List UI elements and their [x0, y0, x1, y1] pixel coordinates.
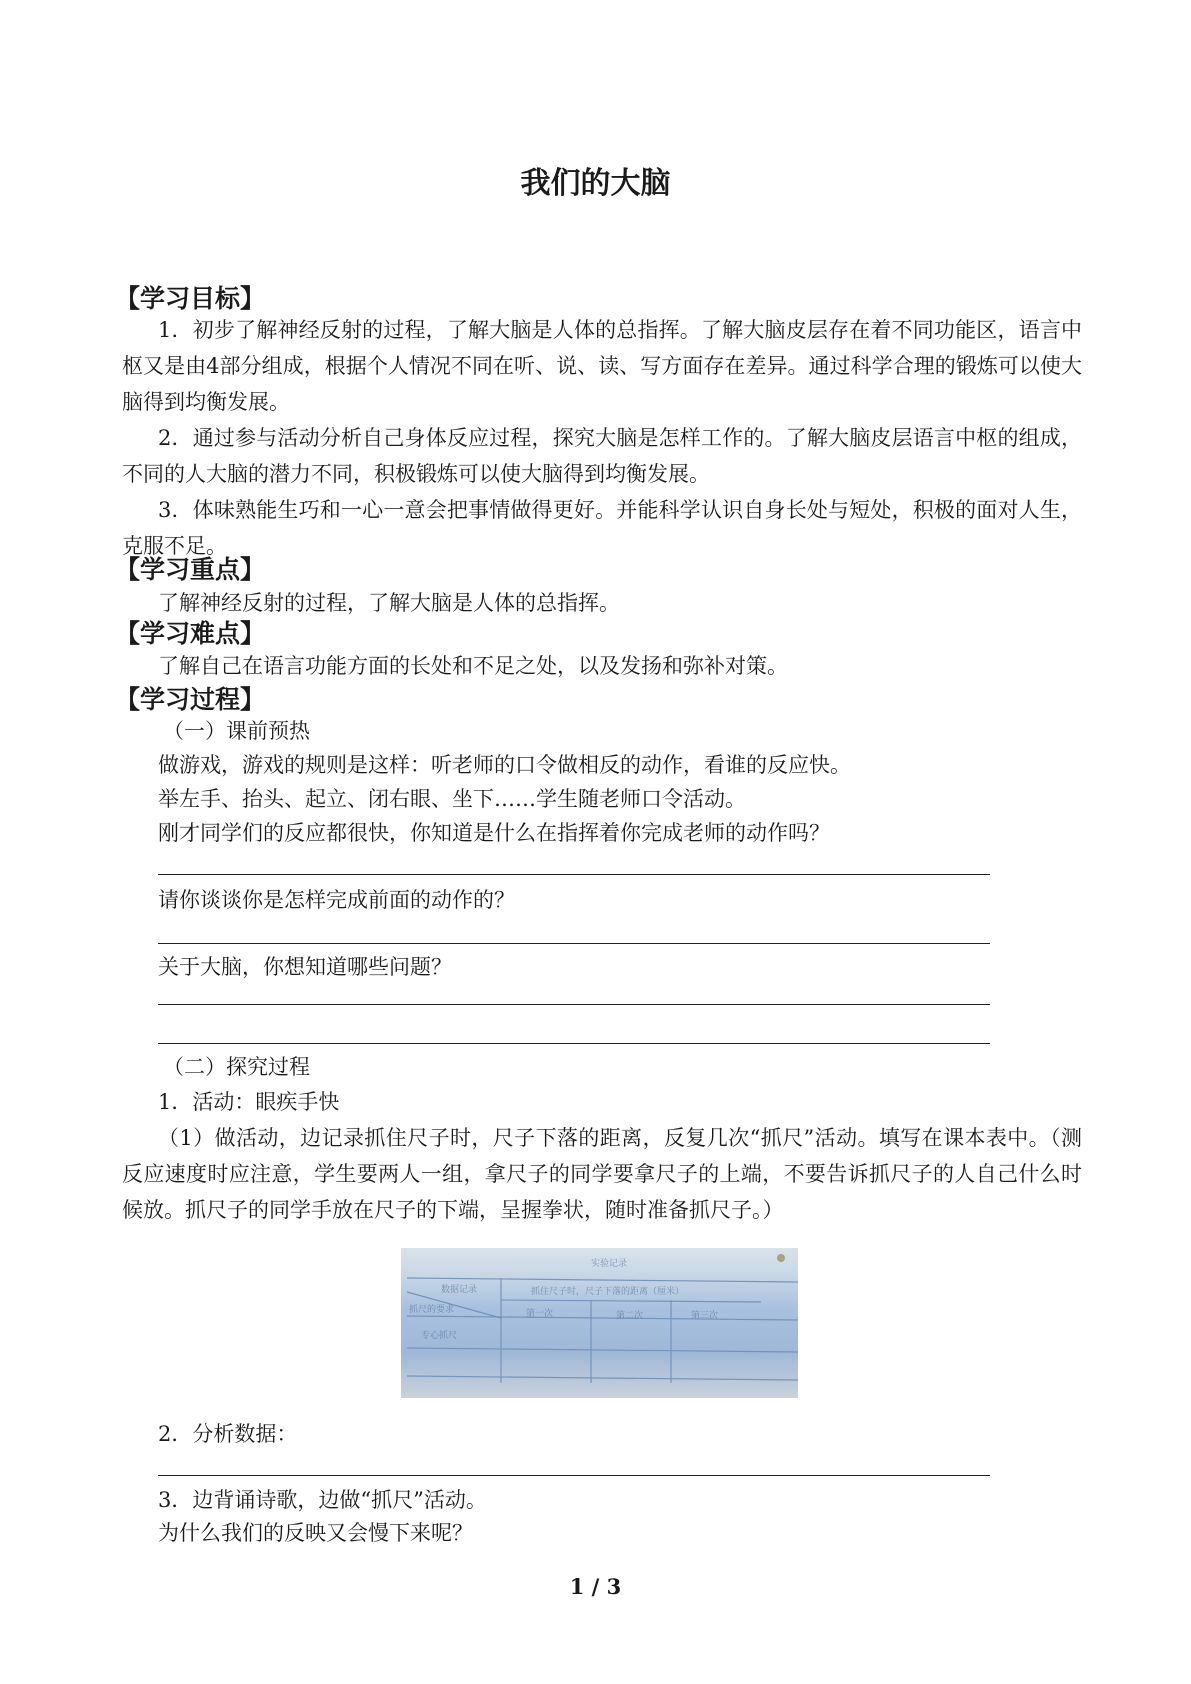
objective-3: 3．体味熟能生巧和一心一意会把事情做得更好。并能科学认识自身长处与短处，积极的面对人生，克服不足。	[122, 498, 1082, 558]
page-number: 1 / 3	[569, 1574, 622, 1599]
difficulty-text: 了解自己在语言功能方面的长处和不足之处，以及发扬和弥补对策。	[158, 654, 788, 678]
record-table-photo	[401, 1248, 798, 1398]
answer-line-3[interactable]	[158, 1004, 990, 1005]
activity-title: 1．活动：眼疾手快	[158, 1090, 340, 1114]
objectives-heading: 【学习目标】	[115, 284, 266, 313]
pre-class-line-3: 刚才同学们的反应都很快，你知道是什么在指挥着你完成老师的动作吗？	[158, 821, 830, 845]
analyze-data: 2．分析数据：	[158, 1422, 298, 1446]
recite-activity: 3．边背诵诗歌，边做“抓尺”活动。	[158, 1488, 487, 1512]
activity-description: （1）做活动，边记录抓住尺子时，尺子下落的距离，反复几次“抓尺”活动。填写在课本表中。（测反应速度时应注意，学生要两人一组，拿尺子的同学要拿尺子的上端，不要告诉抓尺子的人自己什么时候放。抓尺子的同学手放在尺子的下端，呈握拳状，随时准备抓尺子。）	[122, 1126, 1082, 1222]
why-question: 为什么我们的反映又会慢下来呢？	[158, 1521, 473, 1545]
objective-1: 1．初步了解神经反射的过程，了解大脑是人体的总指挥。了解大脑皮层存在着不同功能区，语言中枢又是由4部分组成，根据个人情况不同在听、说、读、写方面存在差异。通过科学合理的锻炼可以使大脑得到均衡发展。	[122, 318, 1082, 414]
photo-table-col-3: 第三次	[691, 1311, 719, 1321]
question-2: 请你谈谈你是怎样完成前面的动作的？	[158, 888, 515, 912]
photo-table-header-left: 数据记录	[441, 1285, 478, 1295]
photo-table-row-label-2: 专心抓尺	[421, 1331, 458, 1341]
pre-class-line-1: 做游戏，游戏的规则是这样：听老师的口令做相反的动作，看谁的反应快。	[158, 753, 851, 777]
photo-table-row-label-1: 抓尺的要求	[409, 1305, 455, 1315]
key-point-text: 了解神经反射的过程，了解大脑是人体的总指挥。	[158, 591, 620, 615]
key-point-heading: 【学习重点】	[115, 555, 266, 584]
difficulty-heading: 【学习难点】	[115, 619, 266, 648]
process-heading: 【学习过程】	[115, 685, 266, 714]
photo-table-col-2: 第二次	[616, 1311, 644, 1321]
answer-line-5[interactable]	[158, 1475, 990, 1476]
explore-label: （二）探究过程	[163, 1055, 310, 1079]
answer-line-2[interactable]	[158, 943, 990, 944]
photo-table-header-right: 抓住尺子时，尺子下落的距离（厘米）	[531, 1287, 685, 1297]
objective-2: 2．通过参与活动分析自己身体反应过程，探究大脑是怎样工作的。了解大脑皮层语言中枢的组成，不同的人大脑的潜力不同，积极锻炼可以使大脑得到均衡发展。	[122, 426, 1082, 486]
photo-table-title: 实验记录	[591, 1259, 628, 1269]
page-title: 我们的大脑	[520, 166, 671, 201]
pre-class-label: （一）课前预热	[163, 719, 310, 743]
pre-class-line-2: 举左手、抬头、起立、闭右眼、坐下……学生随老师口令活动。	[158, 787, 746, 811]
answer-line-4[interactable]	[158, 1043, 990, 1044]
answer-line-1[interactable]	[158, 874, 990, 875]
question-3: 关于大脑，你想知道哪些问题？	[158, 955, 452, 979]
record-table-drawing	[401, 1248, 798, 1398]
photo-table-col-1: 第一次	[526, 1309, 554, 1319]
